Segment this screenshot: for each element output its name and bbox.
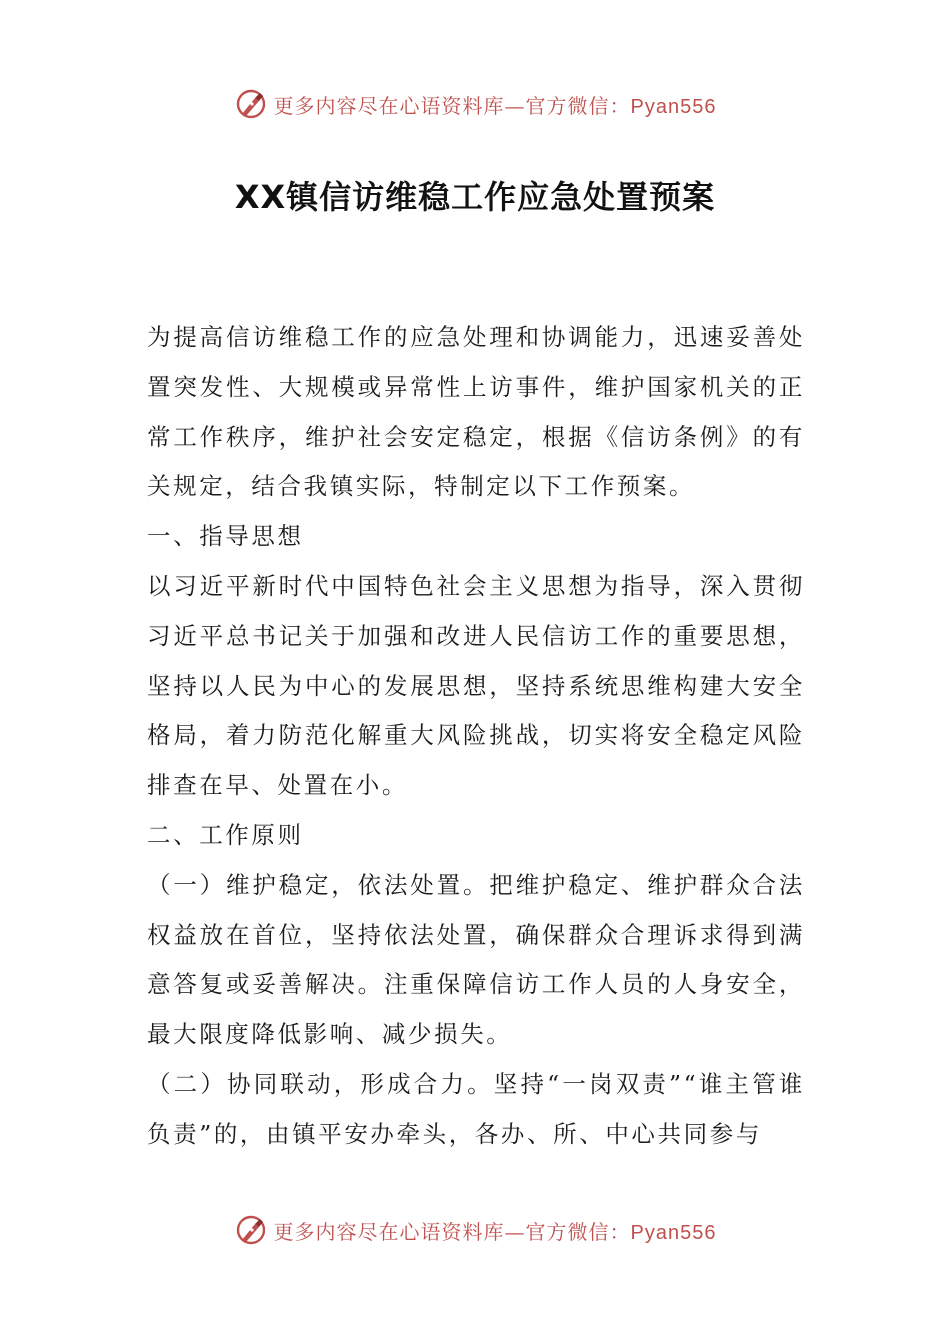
pen-nib-logo-icon	[234, 1213, 268, 1247]
paragraph-intro: 为提高信访维稳工作的应急处理和协调能力，迅速妥善处置突发性、大规模或异常性上访事件，维护国家机关的正常工作秩序，维护社会安定稳定，根据《信访条例》的有关规定，结合我镇实际，特制定以下工作预案。	[147, 323, 805, 501]
header-watermark-banner	[0, 84, 950, 124]
document-body	[147, 313, 805, 1160]
paragraph-guiding-ideology: 以习近平新时代中国特色社会主义思想为指导，深入贯彻习近平总书记关于加强和改进人民信访工作的重要思想，坚持以人民为中心的发展思想，坚持系统思维构建大安全格局，着力防范化解重大风险挑战，切实将安全稳定风险排查在早、处置在小。	[147, 571, 805, 800]
section-heading-guiding-ideology: 一、指导思想	[147, 522, 304, 551]
section-heading-work-principles: 二、工作原则	[147, 820, 304, 849]
paragraph-principle-2: （二）协同联动，形成合力。坚持“一岗双责”“谁主管谁负责”的，由镇平安办牵头，各办、所、中心共同参与	[147, 1069, 805, 1148]
watermark-text: 更多内容尽在心语资料库—官方微信：Pyan556	[273, 1219, 717, 1244]
footer-watermark-banner	[0, 1210, 950, 1250]
document-title: XX镇信访维稳工作应急处置预案	[234, 178, 716, 216]
watermark-text: 更多内容尽在心语资料库—官方微信：Pyan556	[273, 93, 717, 118]
paragraph-principle-1: （一）维护稳定，依法处置。把维护稳定、维护群众合法权益放在首位，坚持依法处置，确保群众合理诉求得到满意答复或妥善解决。注重保障信访工作人员的人身安全，最大限度降低影响、减少损失。	[147, 870, 805, 1049]
pen-nib-logo-icon	[234, 87, 268, 121]
